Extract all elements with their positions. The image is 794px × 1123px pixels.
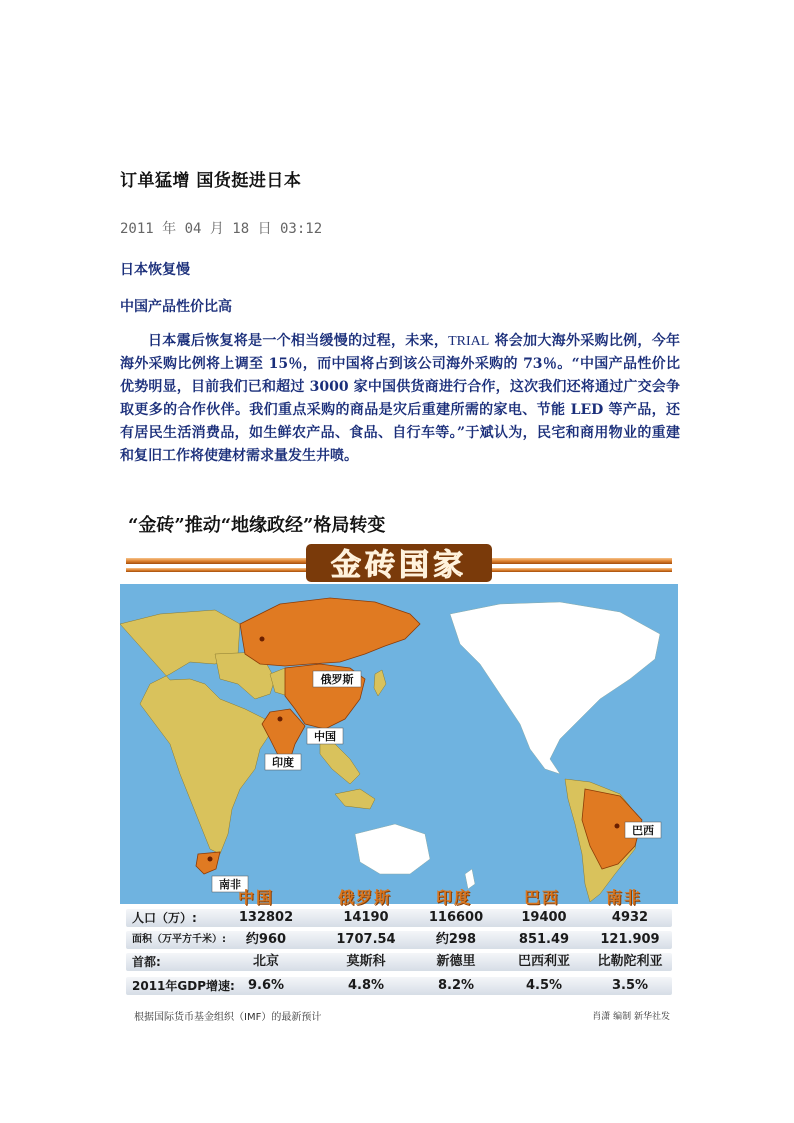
row-area [126, 931, 672, 949]
header-china: 中国 [238, 888, 275, 907]
map-label-india: 印度 [272, 756, 294, 769]
cell: 19400 [521, 910, 567, 925]
banner-art [120, 542, 678, 584]
cell: 巴西利亚 [517, 954, 570, 969]
banner-stripe-left-2 [126, 568, 306, 572]
row-label: 面积（万平方千米）: [132, 934, 226, 945]
capital-dot-delhi [278, 717, 283, 722]
capital-dot-pretoria [208, 857, 213, 862]
banner-stripe-left [126, 558, 306, 564]
map-label-russia: 俄罗斯 [320, 673, 354, 686]
subheading-china-value: 中国产品性价比高 [120, 299, 232, 315]
article-paragraph [120, 330, 680, 468]
cell: 新德里 [436, 954, 476, 969]
row-capital [126, 953, 672, 971]
para-part-b: 将会加大海外采购比例，今年海外采购比例将上调至 15％，而中国将占到该公司海外采购的 73％。“中国产品性价比优势明显，目前我们已和超过 3000 家中国供货商进行合作，这次我们还将通过广交会争取更多的合作伙伴。我们重点采购的商品是灾后重建所需的家电、节能 LED 等产品，还有居民生活消费品，如生鲜农产品、食品、自行车等。”于斌认为，民宅和商用物业的重建和复旧工作将使建材需求量发生井喷。 [120, 333, 681, 464]
row-population [126, 909, 672, 927]
header-india: 印度 [436, 888, 473, 907]
cell: 北京 [252, 954, 279, 969]
cell: 8.2% [437, 978, 475, 993]
capital-dot-moscow [260, 637, 265, 642]
row-gdp-growth [126, 977, 672, 995]
row-label: 首都: [132, 955, 161, 969]
banner [120, 542, 678, 584]
map-svg [120, 584, 678, 904]
cell: 4.5% [525, 978, 563, 993]
capital-dot-brasilia [615, 824, 620, 829]
cell: 116600 [428, 910, 484, 925]
cell: 132802 [238, 910, 294, 925]
cell: 1707.54 [336, 932, 396, 947]
world-map [120, 584, 678, 904]
cell: 4.8% [347, 978, 385, 993]
cell: 14190 [343, 910, 389, 925]
figure-title: “金砖”推动“地缘政经”格局转变 [128, 515, 386, 536]
article-title: 订单猛增 国货挺进日本 [120, 171, 302, 191]
para-part-a: 日本震后恢复将是一个相当缓慢的过程，未来， [148, 333, 449, 349]
map-label-south-africa: 南非 [219, 878, 241, 891]
cell: 莫斯科 [346, 954, 386, 969]
cell: 比勒陀利亚 [597, 954, 663, 969]
map-label-china: 中国 [314, 730, 336, 743]
cell: 4932 [611, 910, 649, 925]
cell: 851.49 [518, 932, 570, 947]
para-trial: TRIAL [448, 334, 490, 349]
credit: 肖潇 编制 新华社发 [592, 1012, 670, 1022]
banner-title: 金砖国家 [331, 548, 467, 583]
cell: 3.5% [611, 978, 649, 993]
cell: 约960 [245, 932, 287, 947]
subheading-japan-recovery: 日本恢复慢 [120, 262, 190, 278]
header-russia: 俄罗斯 [338, 888, 393, 907]
brics-table [120, 885, 678, 1023]
imf-note: 根据国际货币基金组织（IMF）的最新预计 [134, 1012, 322, 1023]
cell: 121.909 [600, 932, 660, 947]
banner-stripe-right-2 [492, 568, 672, 572]
row-label: 2011年GDP增速: [132, 979, 235, 993]
article-date: 2011 年 04 月 18 日 03:12 [120, 221, 323, 237]
map-label-brazil: 巴西 [632, 824, 654, 837]
cell: 约298 [435, 932, 477, 947]
row-label: 人口（万）: [132, 911, 197, 925]
header-brazil: 巴西 [524, 888, 561, 907]
brics-infographic [120, 542, 678, 1023]
cell: 9.6% [247, 978, 285, 993]
header-south-africa: 南非 [606, 888, 643, 907]
banner-stripe-right [492, 558, 672, 564]
